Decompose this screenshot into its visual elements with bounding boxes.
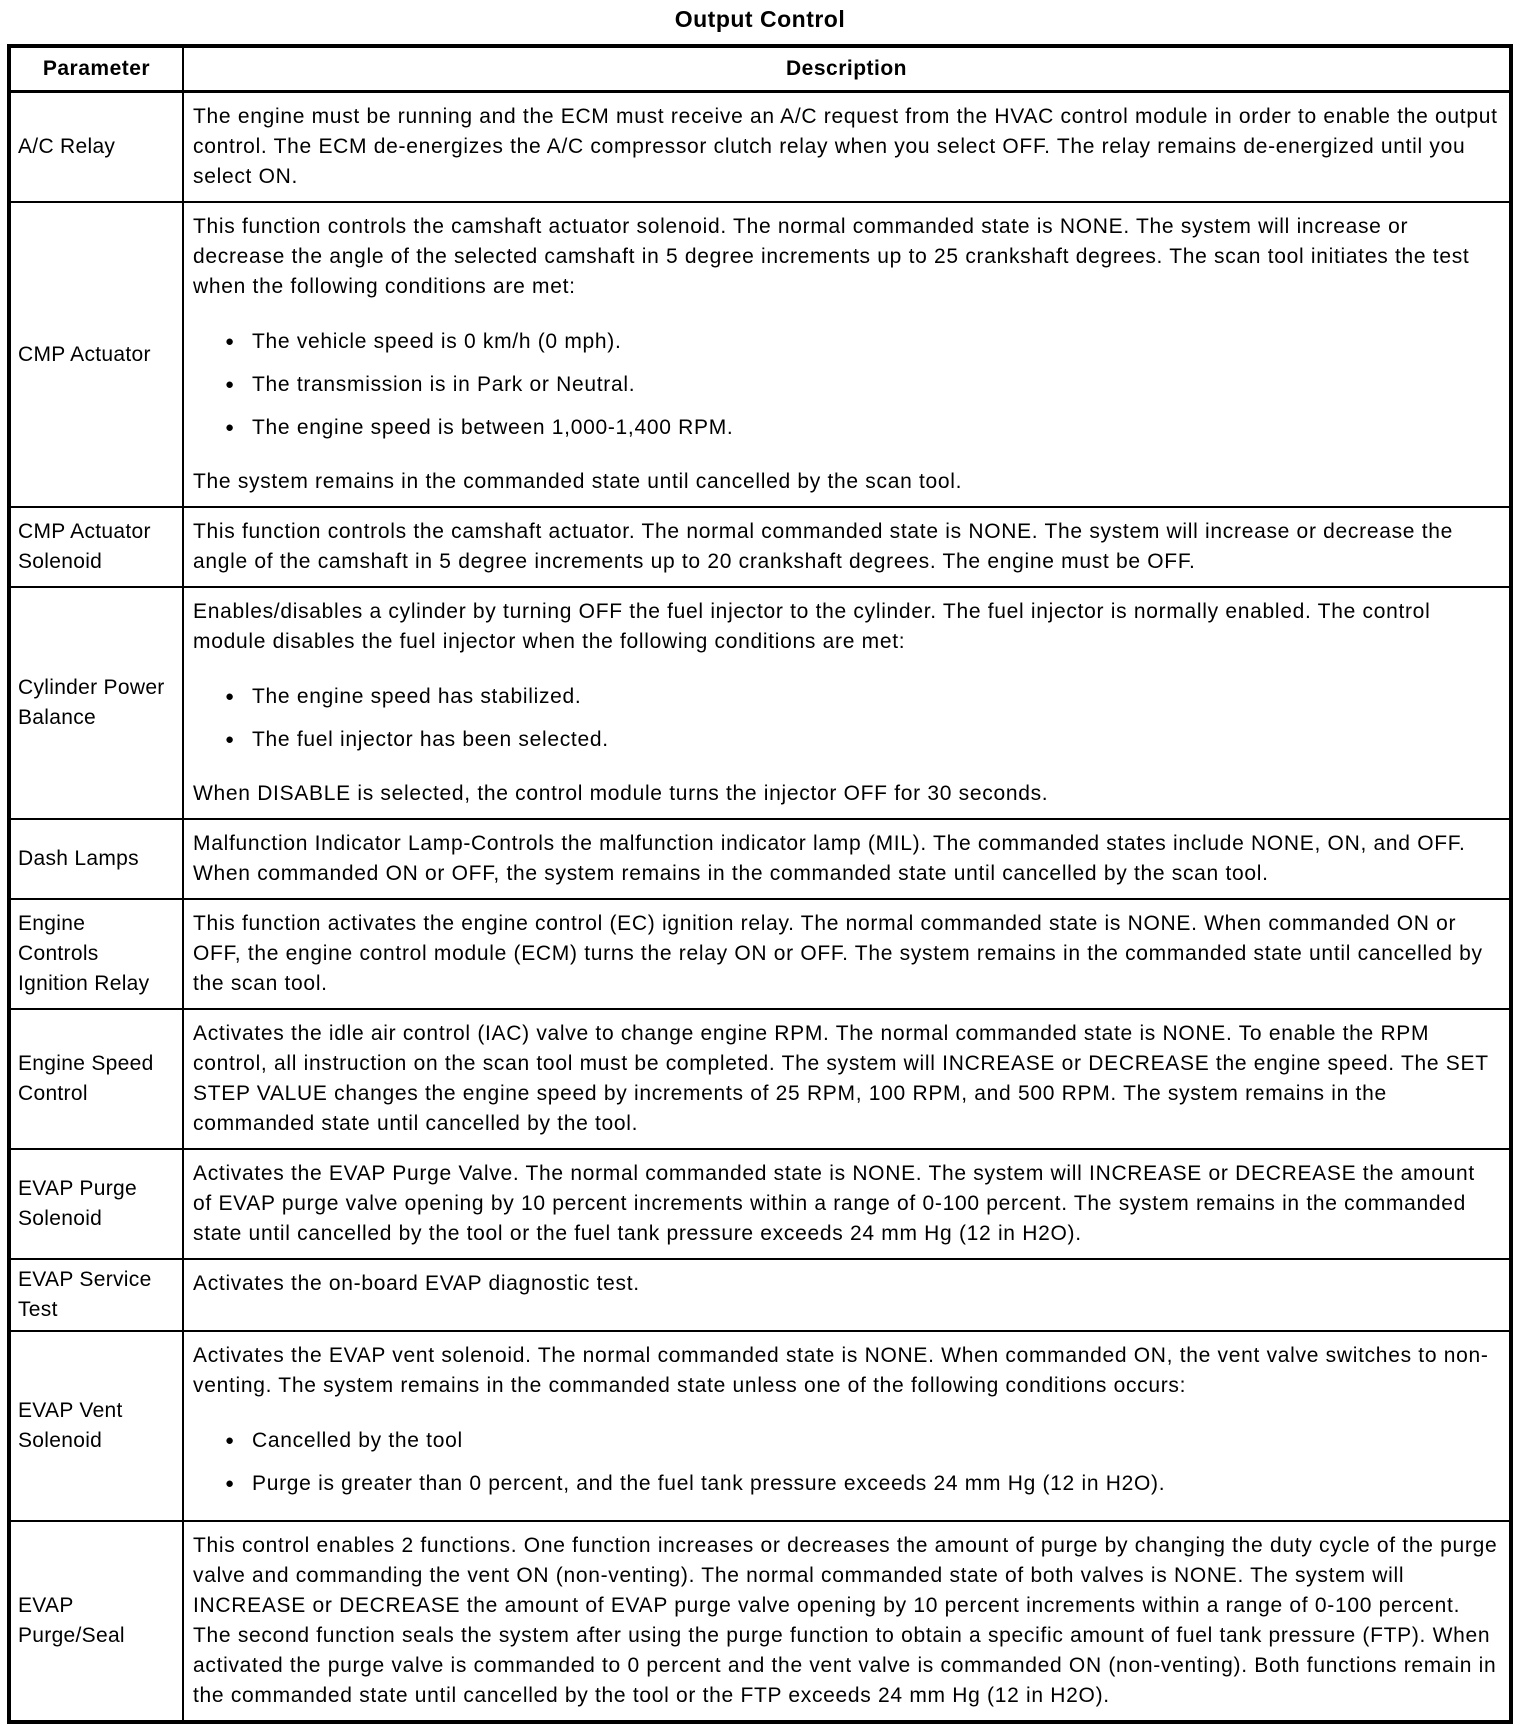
condition-item: ● The fuel injector has been selected.: [225, 725, 1499, 755]
description-cell: [183, 202, 1511, 507]
description-column-header: Description: [183, 46, 1511, 92]
parameter-line: Control: [18, 1082, 88, 1105]
table-row: [9, 1521, 1511, 1722]
parameter-cell: [9, 507, 183, 587]
description-paragraph: This function controls the camshaft actuator. The normal commanded state is NONE. The system will increase or decrease the angle of the camshaft in 5 degree increments up to 20 crankshaft degrees. The engine must be OFF.: [193, 520, 1453, 573]
parameter-line: Purge/Seal: [18, 1624, 125, 1647]
table-body: [9, 92, 1511, 1723]
condition-item: ● The transmission is in Park or Neutral.: [225, 370, 1499, 400]
parameter-line: Cylinder Power: [18, 676, 165, 699]
condition-list: [193, 682, 1499, 755]
condition-item: ● Purge is greater than 0 percent, and the fuel tank pressure exceeds 24 mm Hg (12 in H2O).: [225, 1469, 1499, 1499]
parameter-line: EVAP Vent: [18, 1399, 123, 1422]
description-paragraph: Activates the EVAP vent solenoid. The normal commanded state is NONE. When commanded ON, the vent valve switches to non-venting. The system remains in the commanded state unless one of the following conditions occurs:: [193, 1344, 1489, 1397]
parameter-line: EVAP Service: [18, 1268, 152, 1291]
parameter-line: CMP Actuator: [18, 520, 151, 543]
description-paragraph: Malfunction Indicator Lamp-Controls the malfunction indicator lamp (MIL). The commanded states include NONE, ON, and OFF. When commanded ON or OFF, the system remains in the commanded state until cancelled by the scan tool.: [193, 832, 1466, 885]
description-paragraph: The system remains in the commanded state until cancelled by the scan tool.: [193, 470, 963, 493]
parameter-cell: [9, 899, 183, 1009]
description-cell: [183, 1259, 1511, 1331]
table-row: [9, 819, 1511, 899]
table-row: [9, 1149, 1511, 1259]
description-paragraph: This control enables 2 functions. One function increases or decreases the amount of purge by changing the duty cycle of the purge valve and commanding the vent ON (non-venting). The normal commanded state of both valves is NONE. The system will INCREASE or DECREASE the amount of EVAP purge valve opening by 10 percent increments within a range of 0-100 percent. The second function seals the system after using the purge function to obtain a specific amount of fuel tank pressure (FTP). When activated the purge valve is commanded to 0 percent and the vent valve is commanded ON (non-venting). Both functions remain in the commanded state until cancelled by the tool or the FTP exceeds 24 mm Hg (12 in H2O).: [193, 1534, 1498, 1707]
description-cell: [183, 587, 1511, 819]
parameter-cell: [9, 1331, 183, 1521]
description-paragraph: Activates the idle air control (IAC) valve to change engine RPM. The normal commanded state is NONE. To enable the RPM control, all instruction on the scan tool must be completed. The system will INCREASE or DECREASE the engine speed. The SET STEP VALUE changes the engine speed by increments of 25 RPM, 100 RPM, and 500 RPM. The system remains in the commanded state until cancelled by the tool.: [193, 1022, 1489, 1135]
parameter-line: Engine Speed: [18, 1052, 154, 1075]
description-cell: [183, 1149, 1511, 1259]
parameter-column-header: Parameter: [9, 46, 183, 92]
condition-item: ● The engine speed is between 1,000-1,400 RPM.: [225, 413, 1499, 443]
condition-item: ● The vehicle speed is 0 km/h (0 mph).: [225, 327, 1499, 357]
condition-item: ● The engine speed has stabilized.: [225, 682, 1499, 712]
parameter-line: A/C Relay: [18, 135, 116, 158]
parameter-cell: [9, 1259, 183, 1331]
description-paragraph: When DISABLE is selected, the control module turns the injector OFF for 30 seconds.: [193, 782, 1049, 805]
parameter-cell: [9, 819, 183, 899]
parameter-cell: [9, 1009, 183, 1149]
parameter-line: Solenoid: [18, 550, 103, 573]
condition-list: [193, 327, 1499, 443]
description-cell: [183, 899, 1511, 1009]
description-paragraph: Enables/disables a cylinder by turning OFF the fuel injector to the cylinder. The fuel injector is normally enabled. The control module disables the fuel injector when the following conditions are met:: [193, 600, 1431, 653]
parameter-cell: [9, 92, 183, 203]
description-cell: [183, 92, 1511, 203]
description-paragraph: This function activates the engine control (EC) ignition relay. The normal commanded state is NONE. When commanded ON or OFF, the engine control module (ECM) turns the relay ON or OFF. The system remains in the commanded state until cancelled by the scan tool.: [193, 912, 1483, 995]
page-title: Output Control: [674, 6, 846, 32]
parameter-cell: [9, 1521, 183, 1722]
description-cell: [183, 1521, 1511, 1722]
parameter-line: Solenoid: [18, 1207, 103, 1230]
table-row: [9, 899, 1511, 1009]
condition-list: [193, 1426, 1499, 1499]
table-header: [9, 46, 1511, 92]
parameter-line: Balance: [18, 706, 96, 729]
parameter-line: EVAP Purge: [18, 1177, 137, 1200]
parameter-line: Engine: [18, 912, 86, 935]
condition-item: ● Cancelled by the tool: [225, 1426, 1499, 1456]
description-cell: [183, 1331, 1511, 1521]
table-row: [9, 1009, 1511, 1149]
description-paragraph: Activates the on-board EVAP diagnostic test.: [193, 1272, 640, 1295]
parameter-line: Dash Lamps: [18, 847, 139, 870]
parameter-cell: [9, 202, 183, 507]
description-paragraph: This function controls the camshaft actuator solenoid. The normal commanded state is NONE. The system will increase or decrease the angle of the selected camshaft in 5 degree increments up to 25 crankshaft degrees. The scan tool initiates the test when the following conditions are met:: [193, 215, 1470, 298]
parameter-line: Ignition Relay: [18, 972, 150, 995]
table-row: [9, 1259, 1511, 1331]
parameter-line: Controls: [18, 942, 99, 965]
description-cell: [183, 507, 1511, 587]
table-row: [9, 1331, 1511, 1521]
description-cell: [183, 1009, 1511, 1149]
description-paragraph: The engine must be running and the ECM must receive an A/C request from the HVAC control module in order to enable the output control. The ECM de-energizes the A/C compressor clutch relay when you select OFF. The relay remains de-energized until you select ON.: [193, 105, 1498, 188]
output-control-table: [7, 44, 1513, 1724]
description-cell: [183, 819, 1511, 899]
parameter-cell: [9, 587, 183, 819]
parameter-line: CMP Actuator: [18, 342, 151, 366]
table-row: [9, 507, 1511, 587]
parameter-line: EVAP: [18, 1594, 74, 1617]
table-row: [9, 202, 1511, 507]
parameter-cell: [9, 1149, 183, 1259]
parameter-line: Solenoid: [18, 1429, 103, 1452]
description-paragraph: Activates the EVAP Purge Valve. The normal commanded state is NONE. The system will INCREASE or DECREASE the amount of EVAP purge valve opening by 10 percent increments within a range of 0-100 percent. The system remains in the commanded state until cancelled by the tool or the fuel tank pressure exceeds 24 mm Hg (12 in H2O).: [193, 1162, 1475, 1245]
table-row: [9, 587, 1511, 819]
header-row: [9, 46, 1511, 92]
table-row: [9, 92, 1511, 203]
parameter-line: Test: [18, 1298, 58, 1321]
